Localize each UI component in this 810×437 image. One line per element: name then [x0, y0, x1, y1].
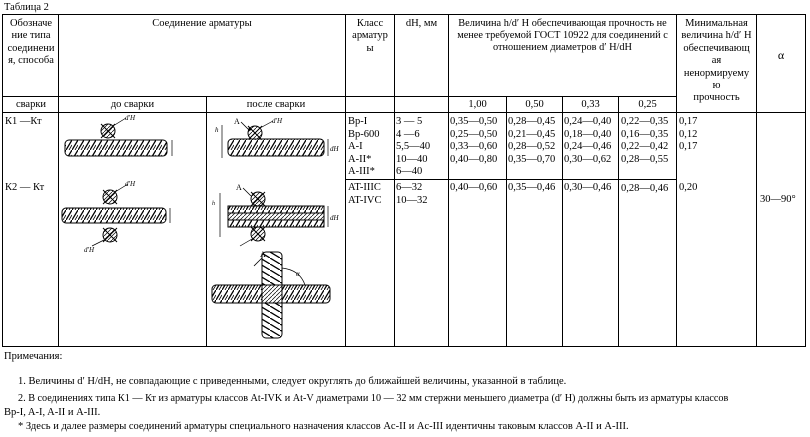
header-alpha: α — [777, 48, 785, 62]
row2-c050: 0,35—0,46 — [508, 182, 556, 193]
note-1: 1. Величины d′ Н/dН, не совпадающие с приведенными, следует округлять до ближайшей величины, указанной в таблице. — [18, 376, 567, 387]
header-designation-l4: я, способа — [8, 55, 54, 67]
row1-class-1: Вр-I — [348, 116, 368, 127]
row1-c025-3: 0,22—0,42 — [621, 141, 669, 153]
k1-after-a-label: A — [234, 117, 240, 126]
header-diameter: dН, мм — [405, 18, 438, 29]
k2-after-d-label: dН — [330, 214, 339, 222]
k1-after-dprime-label: d′Н — [272, 117, 283, 125]
header-min-l1: Минимальная — [685, 18, 748, 29]
notes-title: Примечания: — [4, 351, 63, 362]
row1-class-2: Вр-600 — [348, 128, 380, 140]
header-min-l3: обеспечивающ — [683, 42, 750, 54]
header-after: после сварки — [246, 99, 306, 110]
row1-c100-3: 0,33—0,60 — [450, 141, 498, 153]
header-ratio-l2: менее требуемой ГОСТ 10922 для соединений с — [457, 30, 668, 42]
row1-min-1: 0,17 — [679, 116, 698, 127]
row1-c033-1: 0,24—0,40 — [564, 116, 612, 127]
cross-joint-drawing — [212, 252, 330, 338]
header-rebar-class-l1: Класс — [356, 18, 384, 29]
row2-alpha: 30—90° — [760, 194, 796, 205]
header-ratio-3: 0,33 — [581, 99, 600, 110]
row1-c100-4: 0,40—0,80 — [450, 153, 498, 165]
k1-before-dprime-label: d′Н — [125, 114, 136, 122]
row2-diameter-2: 10—32 — [396, 194, 428, 206]
header-min-l5: ненормируему — [683, 67, 750, 79]
header-min-l7: прочность — [693, 92, 740, 104]
row1-c100-2: 0,25—0,50 — [450, 128, 498, 140]
header-min-l2: величина h/d′ Н — [681, 30, 752, 42]
header-designation-l3: соединени — [7, 42, 55, 54]
k1-before-drawing — [65, 118, 172, 156]
k2-after-a-label: A — [236, 183, 242, 192]
row1-c025-1: 0,22—0,35 — [621, 116, 669, 127]
header-ratio-2: 0,50 — [525, 99, 544, 110]
k2-before-drawing — [62, 184, 170, 246]
note-3: * Здесь и далее размеры соединений арматуры специального назначения классов Ac-II и Ac-III идентичны таковым классов A-II и A-III. — [18, 421, 629, 432]
row1-diameter-2: 4 —6 — [396, 128, 420, 140]
row2-class-2: AT-IVC — [348, 194, 382, 206]
row1-c050-1: 0,28—0,45 — [508, 116, 556, 127]
header-before: до сварки — [110, 99, 155, 110]
row2-diameter-1: 6—32 — [396, 182, 423, 193]
row1-diameter-3: 5,5—40 — [396, 141, 431, 153]
k1-after-drawing — [222, 121, 328, 158]
row1-type: К1 —Кт — [5, 116, 42, 127]
row1-min-3: 0,17 — [679, 141, 698, 153]
row1-c050-4: 0,35—0,70 — [508, 153, 556, 165]
row1-c025-4: 0,28—0,55 — [621, 153, 669, 165]
row2-type: К2 — Кт — [5, 182, 45, 193]
row1-diameter-5: 6—40 — [396, 166, 423, 178]
header-rebar-class-l2: арматур — [352, 30, 388, 42]
row1-class-3: A-I — [348, 141, 363, 153]
row1-class-5: A-III* — [348, 166, 375, 178]
k2-after-h-label: h — [212, 201, 215, 207]
cross-a-label: A — [260, 250, 266, 259]
header-ratio-4: 0,25 — [638, 99, 657, 110]
header-designation-tail: сварки — [15, 99, 47, 110]
row2-c025: 0,28—0,46 — [621, 183, 669, 194]
k2-before-dprime2-label: d′Н — [84, 246, 95, 254]
header-min-l4: ая — [711, 55, 722, 67]
header-connection: Соединение арматуры — [152, 18, 252, 29]
row1-c100-1: 0,35—0,50 — [450, 116, 498, 127]
header-min-l6: ю — [712, 79, 721, 91]
header-ratio-l3: отношением диаметров d′ Н/dН — [493, 42, 632, 54]
header-designation-l1: Обозначе — [9, 18, 53, 29]
row2-c033: 0,30—0,46 — [564, 182, 612, 193]
note-2b: Вр-I, A-I, A-II и A-III. — [4, 407, 101, 418]
table-caption: Таблица 2 — [4, 2, 49, 13]
k1-after-d-label: dН — [330, 145, 339, 153]
header-designation-l2: ние типа — [11, 30, 51, 42]
row1-c025-2: 0,16—0,35 — [621, 128, 669, 140]
row1-c050-2: 0,21—0,45 — [508, 128, 556, 140]
row1-c033-4: 0,30—0,62 — [564, 153, 612, 165]
row1-min-2: 0,12 — [679, 128, 698, 140]
k1-after-h-label: h — [215, 126, 219, 134]
row2-c100: 0,40—0,60 — [450, 182, 498, 193]
k2-before-dprime-label: d′Н — [125, 180, 136, 188]
row1-class-4: A-II* — [348, 153, 372, 165]
note-2a: 2. В соединениях типа К1 — Кт из арматуры классов At-IVK и At-V диаметрами 10 — 32 мм стержни меньшего диаметра (d′ Н) должны быть из арматуры классов — [18, 393, 729, 404]
row1-diameter-4: 10—40 — [396, 153, 428, 165]
header-rebar-class-l3: ы — [366, 42, 374, 54]
header-ratio-1: 1,00 — [468, 99, 487, 110]
row1-c050-3: 0,28—0,52 — [508, 141, 556, 153]
row2-class-1: AT-IIIC — [348, 182, 381, 193]
row1-c033-3: 0,24—0,46 — [564, 141, 612, 153]
row1-diameter-1: 3 — 5 — [396, 116, 423, 127]
cross-alpha-label: α — [296, 270, 300, 278]
row2-min: 0,20 — [679, 182, 698, 193]
row1-c033-2: 0,18—0,40 — [564, 128, 612, 140]
k2-after-drawing — [220, 188, 328, 246]
header-ratio-l1: Величина h/d′ Н обеспечивающая прочность не — [458, 18, 667, 29]
